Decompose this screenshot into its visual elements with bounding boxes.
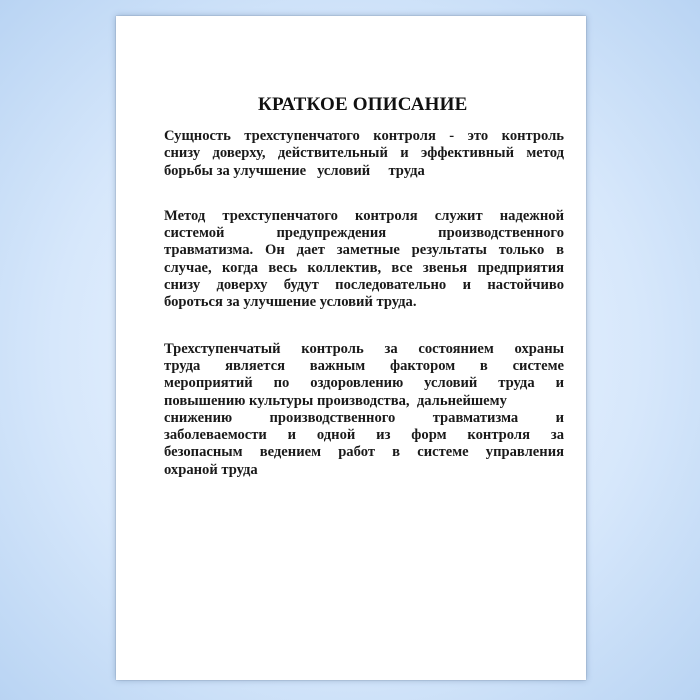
- paragraph-line: снизу доверху будут последовательно и настойчиво: [164, 277, 564, 294]
- paragraph-line: охраной труда: [164, 461, 258, 478]
- paragraph-line: снижению производственного травматизма и: [164, 409, 564, 426]
- paragraph-line: Сущность трехступенчатого контроля - это контроль: [164, 128, 564, 144]
- paragraph-line: травматизма. Он дает заметные результаты только в: [164, 242, 564, 259]
- paragraph-3: [164, 341, 564, 479]
- paragraph-line: заболеваемости и одной из форм контроля за: [164, 427, 564, 444]
- paragraph-line: бороться за улучшение условий труда.: [164, 294, 417, 311]
- paragraph-line: системой предупреждения производственного: [164, 225, 564, 242]
- paragraph-line: борьбы за улучшение условий труда: [164, 162, 425, 179]
- paragraph-line: снизу доверху, действительный и эффективный метод: [164, 145, 564, 162]
- document-title: КРАТКОЕ ОПИСАНИЕ: [258, 94, 468, 115]
- paragraph-line: мероприятий по оздоровлению условий труда и: [164, 375, 564, 392]
- document-page: [116, 16, 586, 680]
- paragraph-line: Трехступенчатый контроль за состоянием охраны: [164, 340, 564, 357]
- paragraph-1: [164, 128, 564, 180]
- paragraph-line: безопасным ведением работ в системе управления: [164, 444, 564, 461]
- paragraph-line: повышению культуры производства, дальнейшему: [164, 392, 507, 409]
- paragraph-2: [164, 208, 564, 312]
- paragraph-line: случае, когда весь коллектив, все звенья предприятия: [164, 259, 564, 276]
- paragraph-line: труда является важным фактором в системе: [164, 357, 564, 374]
- paragraph-line: Метод трехступенчатого контроля служит надежной: [164, 207, 564, 224]
